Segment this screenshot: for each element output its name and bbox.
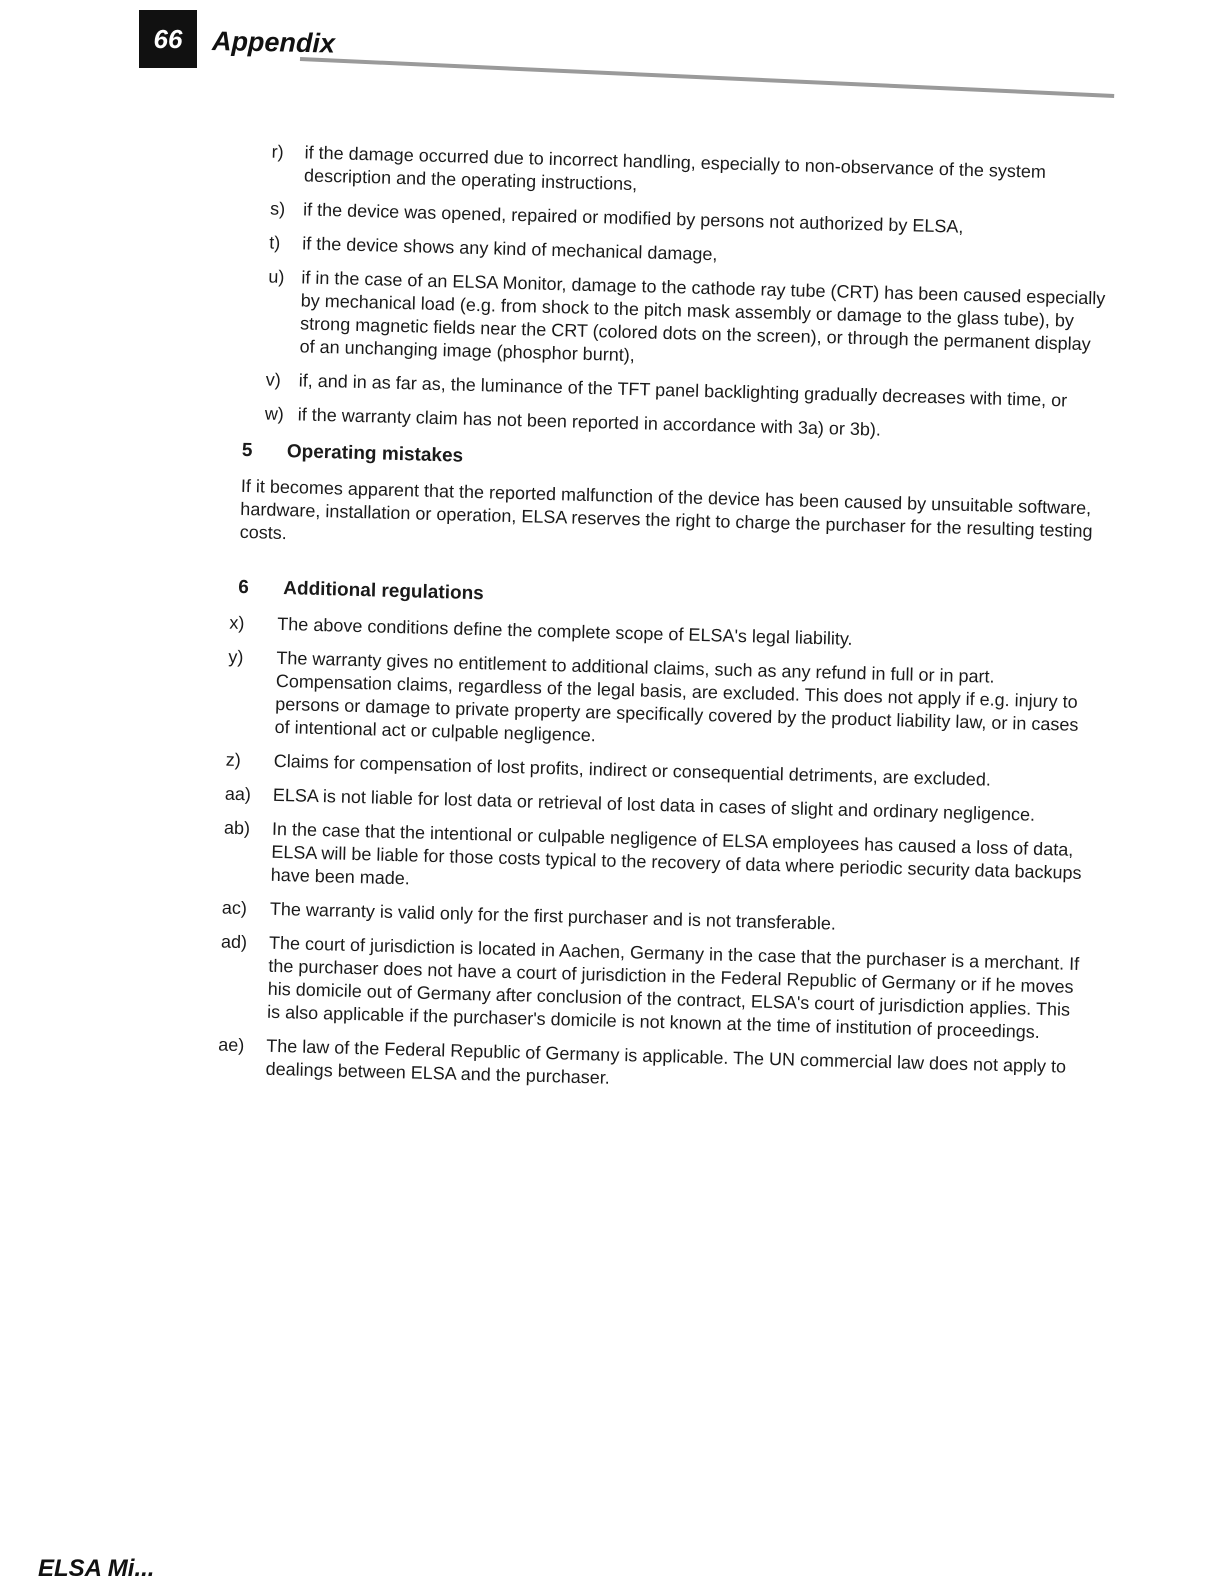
list-label: ae) bbox=[218, 1034, 245, 1056]
list-label: u) bbox=[268, 266, 285, 287]
list-label: w) bbox=[264, 403, 285, 424]
list-item bbox=[223, 817, 1092, 908]
list-label: t) bbox=[269, 232, 281, 253]
list-label: ab) bbox=[223, 817, 251, 839]
list-label: ad) bbox=[220, 931, 248, 953]
list-text: The law of the Federal Republic of Germany is applicable. The UN commercial law does not apply to dealings between ELSA and the purchaser. bbox=[265, 1035, 1067, 1088]
section-paragraph: If it becomes apparent that the reported malfunction of the device has been caused by unsuitable software, hardware, installation or operation, ELSA reserves the right to charge the purchaser for the resulting testing costs. bbox=[239, 475, 1093, 544]
list-text: if, and in as far as, the luminance of the TFT panel backlighting gradually decreases with time, or bbox=[298, 370, 1068, 411]
list-text: if the warranty claim has not been reported in accordance with 3a) or 3b). bbox=[297, 404, 882, 440]
footer-title: ELSA Mi... bbox=[38, 1555, 155, 1582]
list-label: s) bbox=[269, 198, 286, 219]
list-text: ELSA is not liable for lost data or retrieval of lost data in cases of slight and ordinary negligence. bbox=[272, 784, 1036, 825]
list-text: if in the case of an ELSA Monitor, damage to the cathode ray tube (CRT) has been caused especially by mechanical load (e.g. from shock to the pitch mask assembly or damage to the glass tube), by strong magnetic fields near the CRT (colored dots on the screen), or through the permanent display of an unchanging image (phosphor burnt), bbox=[299, 267, 1106, 366]
section-title: Operating mistakes bbox=[286, 441, 464, 467]
list-text: if the device shows any kind of mechanical damage, bbox=[302, 233, 718, 265]
list-item bbox=[244, 265, 1106, 379]
list-items-x-to-ae bbox=[218, 612, 1097, 1102]
list-item bbox=[249, 140, 1110, 208]
running-head: Appendix bbox=[211, 26, 336, 59]
list-text: The warranty is valid only for the first purchaser and is not transferable. bbox=[269, 898, 837, 934]
list-text: if the damage occurred due to incorrect handling, especially to non-observance of the system description and the operating instructions, bbox=[303, 142, 1047, 195]
list-text: The above conditions define the complete scope of ELSA's legal liability. bbox=[277, 613, 853, 649]
section-number: 6 bbox=[238, 576, 250, 599]
list-item bbox=[220, 931, 1089, 1045]
list-label: r) bbox=[271, 141, 284, 162]
list-text: The warranty gives no entitlement to additional claims, such as any refund in full or in part. Compensation claims, regardless of the legal basis, are excluded. This does not apply if e.g. injury to persons or damage to private property are specifically covered by the product liability law, or in cases of intentional act or culpable negligence. bbox=[274, 647, 1079, 746]
list-label: ac) bbox=[221, 897, 248, 919]
page-content bbox=[218, 140, 1110, 1113]
list-items-r-to-w bbox=[243, 140, 1110, 447]
list-item bbox=[218, 1034, 1086, 1102]
list-text: In the case that the intentional or culpable negligence of ELSA employees has caused a loss of data, ELSA will be liable for those costs typical to the recovery of data where periodic security data backups have been made. bbox=[270, 818, 1082, 889]
list-text: The court of jurisdiction is located in Aachen, Germany in the case that the purchaser is a merchant. If the purchaser does not have a court of jurisdiction in the Federal Republic of Germany or if he moves his domicile out of Germany after conclusion of the contract, ELSA's court of jurisdiction applies. This is also applicable if the purchaser's domicile is not known at the time of institution of proceedings. bbox=[266, 932, 1080, 1042]
page-number: 66 bbox=[139, 10, 197, 68]
section-number: 5 bbox=[241, 439, 253, 462]
list-label: x) bbox=[229, 612, 245, 634]
header-rule bbox=[300, 57, 1114, 98]
list-label: v) bbox=[265, 369, 281, 390]
list-text: if the device was opened, repaired or modified by persons not authorized by ELSA, bbox=[302, 199, 964, 237]
list-text: Claims for compensation of lost profits, indirect or consequential detriments, are excluded. bbox=[273, 750, 992, 790]
section-title: Additional regulations bbox=[282, 578, 485, 605]
list-label: y) bbox=[228, 646, 244, 668]
list-item bbox=[228, 646, 1096, 760]
list-label: z) bbox=[225, 749, 242, 770]
list-label: aa) bbox=[224, 783, 252, 805]
